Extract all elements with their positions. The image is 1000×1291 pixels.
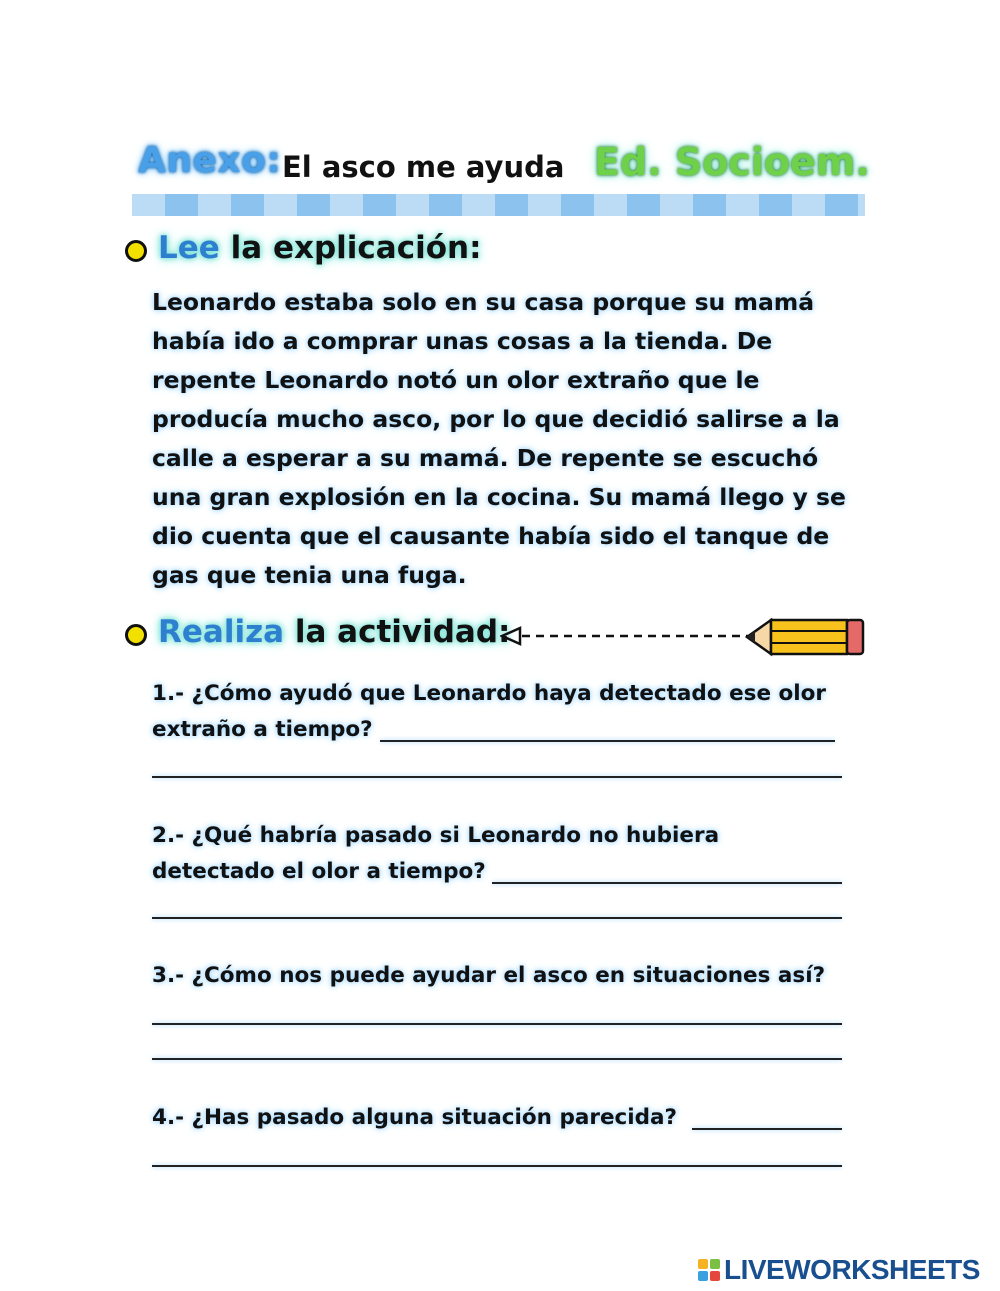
answer-line-4a[interactable]: [692, 1128, 842, 1130]
subject-label: Ed. Socioem.: [594, 140, 870, 184]
decorative-stripe: [132, 194, 865, 216]
arrow-left-icon: [500, 624, 750, 648]
reading-passage: Leonardo estaba solo en su casa porque su mamá había ido a comprar unas cosas a la tienda. De repente Leonardo notó un olor extraño que le producía mucho asco, por lo que decidió salirse a la calle a esperar a su mamá. De repente se escuchó una gran explosión en la cocina. Su mamá llego y se dio cuenta que el causante había sido el tanque de gas que tenia una fuga.: [152, 288, 846, 589]
answer-line-2a[interactable]: [492, 882, 842, 884]
logo-square: [698, 1271, 708, 1281]
answer-line-2b[interactable]: [152, 917, 842, 919]
pencil-icon: [745, 614, 865, 660]
read-heading: [158, 230, 481, 266]
question-4: 4.- ¿Has pasado alguna situación parecida?: [152, 1105, 678, 1130]
answer-line-4b[interactable]: [152, 1165, 842, 1167]
answer-line-3b[interactable]: [152, 1058, 842, 1060]
activity-heading-rest: la actividad:: [284, 614, 511, 650]
bullet-icon: [125, 624, 147, 646]
question-1: 1.- ¿Cómo ayudó que Leonardo haya detectado ese olor extraño a tiempo?: [152, 681, 827, 742]
answer-line-3a[interactable]: [152, 1023, 842, 1025]
logo-square: [710, 1259, 720, 1269]
bullet-icon: [125, 240, 147, 262]
read-heading-highlight: Lee: [158, 230, 220, 266]
question-2: 2.- ¿Qué habría pasado si Leonardo no hubiera detectado el olor a tiempo?: [152, 823, 720, 884]
worksheet-title: El asco me ayuda: [282, 150, 565, 184]
question-3: 3.- ¿Cómo nos puede ayudar el asco en situaciones así?: [152, 963, 826, 988]
logo-square: [710, 1271, 720, 1281]
brand-name: LIVEWORKSHEETS: [724, 1254, 980, 1285]
activity-heading: [158, 614, 510, 650]
liveworksheets-logo-icon: [698, 1259, 720, 1281]
activity-heading-highlight: Realiza: [158, 614, 285, 650]
logo-square: [698, 1259, 708, 1269]
answer-line-1a[interactable]: [380, 740, 835, 742]
brand-logo[interactable]: [698, 1254, 980, 1286]
answer-line-1b[interactable]: [152, 776, 842, 778]
header-prefix: Anexo:: [138, 140, 282, 181]
read-heading-rest: la explicación:: [219, 230, 482, 266]
